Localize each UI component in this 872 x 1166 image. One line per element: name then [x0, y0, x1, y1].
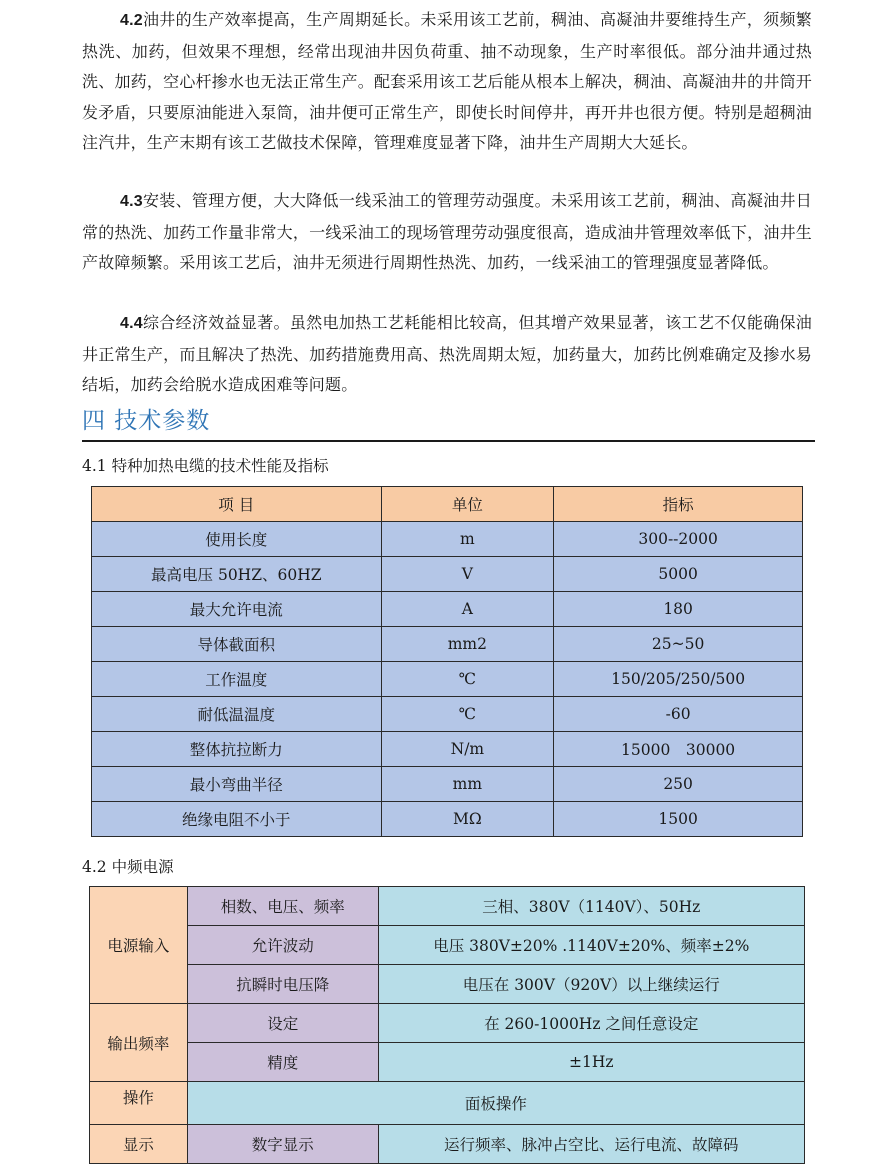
- cell-unit: mm2: [381, 627, 554, 662]
- cell-unit: mm: [381, 767, 554, 802]
- paragraph-text: 油井的生产效率提高，生产周期延长。未采用该工艺前，稠油、高凝油井要维持生产，须频繁热洗、加药，但效果不理想，经常出现油井因负荷重、抽不动现象，生产时率很低。部分油井通过热洗、加药，空心杆掺水也无法正常生产。配套采用该工艺后能从根本上解决，稠油、高凝油井的井筒开发矛盾，只要原油能进入泵筒，油井便可正常生产，即使长时间停井，再开井也很方便。特别是超稠油注汽井，生产末期有该工艺做技术保障，管理难度显著下降，油井生产周期大大延长。: [82, 10, 812, 153]
- table1-caption: 4.1 特种加热电缆的技术性能及指标: [82, 457, 329, 475]
- cell-item: 导体截面积: [92, 627, 382, 662]
- cell-value: 运行频率、脉冲占空比、运行电流、故障码: [378, 1125, 804, 1164]
- header-value: 指标: [554, 487, 803, 522]
- cell-unit: ℃: [381, 662, 554, 697]
- cell-value: 300--2000: [554, 522, 803, 557]
- category-operation: 操作: [90, 1082, 188, 1125]
- table-row: [92, 557, 803, 592]
- table-row: [90, 1082, 805, 1125]
- table2-caption: 4.2 中频电源: [82, 858, 174, 876]
- cell-value: 180: [554, 592, 803, 627]
- cell-item: 工作温度: [92, 662, 382, 697]
- table-row: [90, 1125, 805, 1164]
- cell-unit: A: [381, 592, 554, 627]
- section-divider: [82, 440, 815, 442]
- cell-item: 最高电压 50HZ、60HZ: [92, 557, 382, 592]
- category-display: 显示: [90, 1125, 188, 1164]
- table-row: [92, 767, 803, 802]
- cell-value: 25~50: [554, 627, 803, 662]
- cell-value: 在 260-1000Hz 之间任意设定: [378, 1004, 804, 1043]
- cell-param: 抗瞬时电压降: [187, 965, 378, 1004]
- paragraph-text: 综合经济效益显著。虽然电加热工艺耗能相比较高，但其增产效果显著，该工艺不仅能确保油井正常生产，而且解决了热洗、加药措施费用高、热洗周期太短，加药量大，加药比例难确定及掺水易结垢，加药会给脱水造成困难等问题。: [82, 313, 812, 395]
- cell-value: 250: [554, 767, 803, 802]
- table-row: [92, 662, 803, 697]
- cell-item: 整体抗拉断力: [92, 732, 382, 767]
- cell-param: 允许波动: [187, 926, 378, 965]
- table-row: [90, 887, 805, 926]
- cell-value: -60: [554, 697, 803, 732]
- table-row: [92, 732, 803, 767]
- table-row: [92, 627, 803, 662]
- paragraph-text: 安装、管理方便，大大降低一线采油工的管理劳动强度。未采用该工艺前，稠油、高凝油井日常的热洗、加药工作量非常大，一线采油工的现场管理劳动强度很高，造成油井管理效率低下，油井生产故障频繁。采用该工艺后，油井无须进行周期性热洗、加药，一线采油工的管理强度显著降低。: [82, 191, 812, 273]
- cell-value: 面板操作: [187, 1082, 804, 1125]
- cell-unit: m: [381, 522, 554, 557]
- paragraph-4-4: [82, 308, 812, 401]
- table-row: [90, 965, 805, 1004]
- table-row: [92, 697, 803, 732]
- cell-value: 电压 380V±20% .1140V±20%、频率±2%: [378, 926, 804, 965]
- cell-value: ±1Hz: [378, 1043, 804, 1082]
- cell-unit: N/m: [381, 732, 554, 767]
- paragraph-4-2: [82, 5, 812, 159]
- cell-unit: ℃: [381, 697, 554, 732]
- cell-unit: V: [381, 557, 554, 592]
- cell-item: 使用长度: [92, 522, 382, 557]
- section-title: 四 技术参数: [82, 408, 211, 434]
- category-output-frequency: 输出频率: [90, 1004, 188, 1082]
- power-supply-table: [89, 886, 805, 1164]
- cell-value: 15000 30000: [554, 732, 803, 767]
- category-power-input: 电源输入: [90, 887, 188, 1004]
- cell-item: 最小弯曲半径: [92, 767, 382, 802]
- cell-item: 绝缘电阻不小于: [92, 802, 382, 837]
- table-row: [92, 802, 803, 837]
- table-row: [90, 1004, 805, 1043]
- table-row: [90, 1043, 805, 1082]
- paragraph-number: 4.2: [120, 12, 143, 29]
- paragraph-4-3: [82, 186, 812, 279]
- table-row: [90, 926, 805, 965]
- cell-param: 精度: [187, 1043, 378, 1082]
- table-header-row: [92, 487, 803, 522]
- cell-param: 数字显示: [187, 1125, 378, 1164]
- cell-item: 最大允许电流: [92, 592, 382, 627]
- paragraph-number: 4.3: [120, 193, 143, 210]
- cell-value: 1500: [554, 802, 803, 837]
- cell-value: 5000: [554, 557, 803, 592]
- paragraph-number: 4.4: [120, 315, 143, 332]
- cell-value: 三相、380V（1140V）、50Hz: [378, 887, 804, 926]
- cell-value: 电压在 300V（920V）以上继续运行: [378, 965, 804, 1004]
- cable-spec-table: [91, 486, 803, 837]
- cell-param: 相数、电压、频率: [187, 887, 378, 926]
- cell-item: 耐低温温度: [92, 697, 382, 732]
- cell-unit: MΩ: [381, 802, 554, 837]
- table-row: [92, 592, 803, 627]
- header-unit: 单位: [381, 487, 554, 522]
- table-row: [92, 522, 803, 557]
- cell-value: 150/205/250/500: [554, 662, 803, 697]
- header-item: 项 目: [92, 487, 382, 522]
- cell-param: 设定: [187, 1004, 378, 1043]
